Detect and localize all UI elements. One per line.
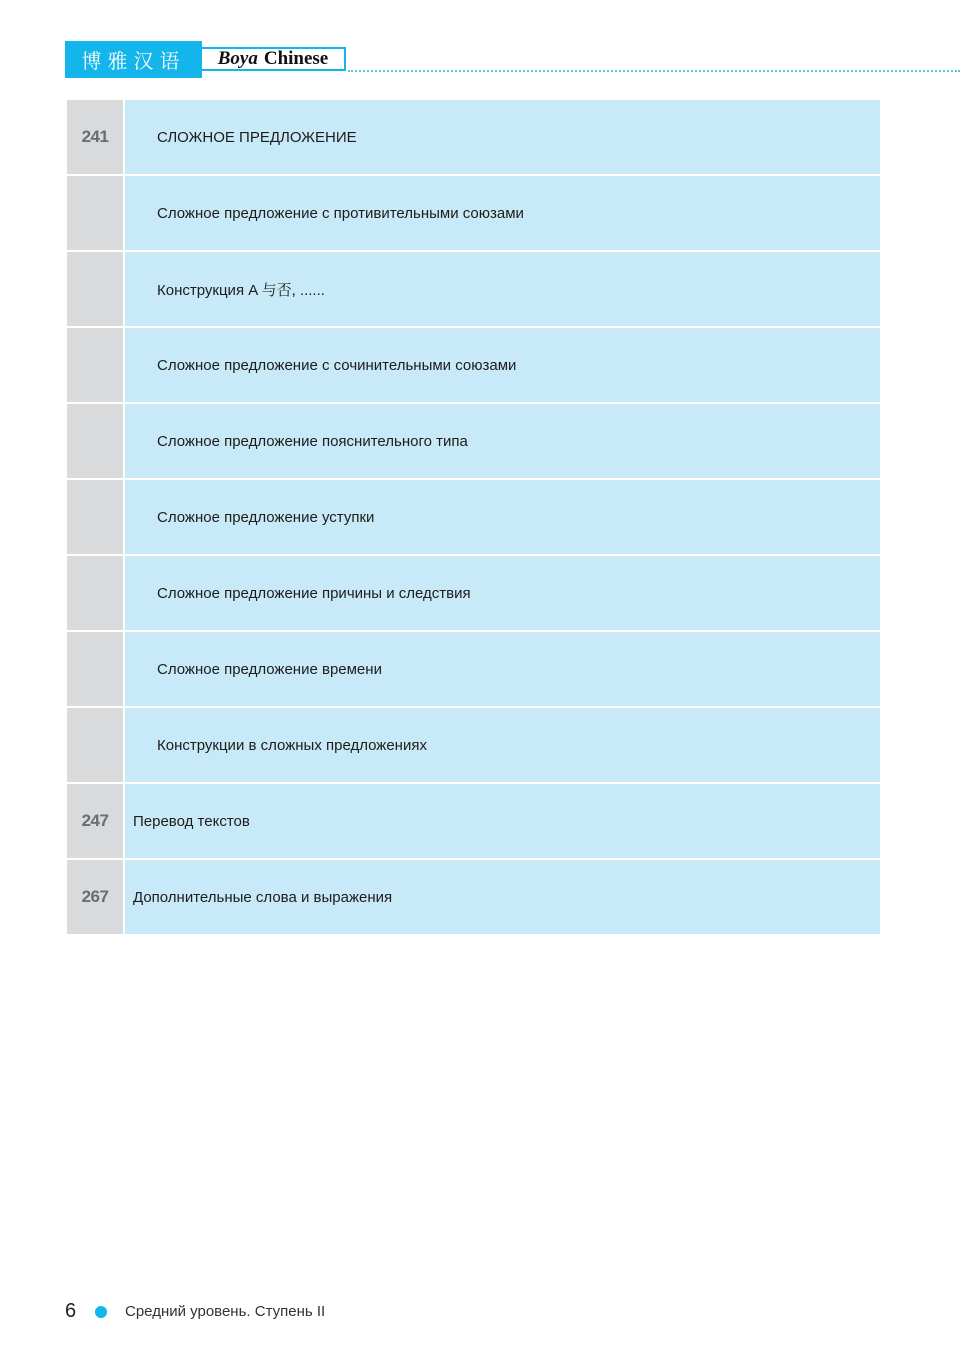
toc-row[interactable] <box>67 404 880 478</box>
toc-row[interactable] <box>67 708 880 782</box>
toc-row[interactable] <box>67 860 880 934</box>
toc-row[interactable] <box>67 252 880 326</box>
toc-page-number: 247 <box>67 784 123 858</box>
toc-page-number <box>67 176 123 250</box>
dotted-rule <box>348 70 960 72</box>
page-number: 6 <box>65 1300 77 1322</box>
toc-page-number: 241 <box>67 100 123 174</box>
toc-title: Сложное предложение с противительными союзами <box>125 176 880 250</box>
toc-title: Конструкция A 与否, ...... <box>125 252 880 326</box>
brand-english-italic: Boya <box>217 48 258 69</box>
brand-english-title <box>202 47 346 71</box>
toc-row[interactable] <box>67 328 880 402</box>
toc-row[interactable] <box>67 556 880 630</box>
toc-row[interactable] <box>67 632 880 706</box>
toc-title: Сложное предложение с сочинительными союзами <box>125 328 880 402</box>
toc-page-number <box>67 404 123 478</box>
page-footer <box>65 1300 325 1323</box>
toc-title: Сложное предложение уступки <box>125 480 880 554</box>
page-header <box>65 41 960 78</box>
brand-chinese-title: 博雅汉语 <box>65 41 202 78</box>
toc-row[interactable] <box>67 480 880 554</box>
toc-page-number: 267 <box>67 860 123 934</box>
toc-page-number <box>67 556 123 630</box>
toc-title: Перевод текстов <box>125 784 880 858</box>
toc-row[interactable] <box>67 176 880 250</box>
table-of-contents <box>67 100 880 936</box>
toc-row[interactable] <box>67 784 880 858</box>
brand-english-rest: Chinese <box>263 48 329 69</box>
toc-title: Дополнительные слова и выражения <box>125 860 880 934</box>
toc-page-number <box>67 632 123 706</box>
toc-page-number <box>67 328 123 402</box>
toc-title: Сложное предложение времени <box>125 632 880 706</box>
toc-page-number <box>67 252 123 326</box>
toc-title: Сложное предложение причины и следствия <box>125 556 880 630</box>
toc-title: Сложное предложение пояснительного типа <box>125 404 880 478</box>
footer-text: Средний уровень. Ступень II <box>125 1303 326 1320</box>
toc-page-number <box>67 480 123 554</box>
toc-title: Конструкции в сложных предложениях <box>125 708 880 782</box>
toc-row[interactable] <box>67 100 880 174</box>
toc-page-number <box>67 708 123 782</box>
toc-title: СЛОЖНОЕ ПРЕДЛОЖЕНИЕ <box>125 100 880 174</box>
bullet-dot-icon <box>95 1306 107 1318</box>
